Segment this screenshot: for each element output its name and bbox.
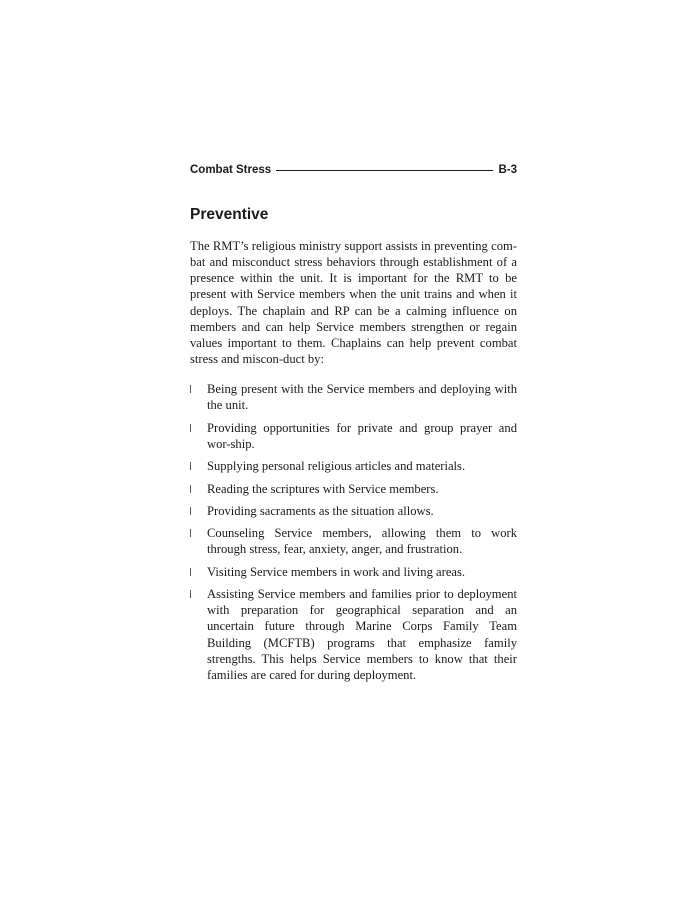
list-item-text: Reading the scriptures with Service members. [207,481,439,496]
list-item [190,525,517,557]
bullet-icon [190,462,191,470]
intro-paragraph: The RMT’s religious ministry support assists in preventing com-bat and misconduct stress behaviors through establishment of a presence within the unit. It is important for the RMT to be present with Service members when the unit trains and when it deploys. The chaplain and RP can be a calming influence on members and can help Service members strengthen or regain values important to them. Chaplains can help prevent combat stress and miscon-duct by: [190,239,517,367]
bullet-icon [190,507,191,515]
bullet-icon [190,385,191,393]
running-header [190,163,517,177]
list-item-text: Supplying personal religious articles and materials. [207,459,466,474]
list-item-text: Providing opportunities for private and group prayer and wor-ship. [207,420,517,451]
list-item [190,503,517,519]
bullet-icon [190,529,191,537]
list-item-text: Assisting Service members and families prior to deployment with preparation for geographical separation and an uncertain future through Marine Corps Family Team Building (MCFTB) programs that emphasize family strengths. This helps Service members to know that their families are cared for during deployment. [207,587,517,682]
list-item-text: Being present with the Service members and deploying with the unit. [207,382,517,413]
list-item-text: Providing sacraments as the situation allows. [207,503,434,518]
list-item [190,564,517,580]
body-text [190,238,517,689]
bullet-list [190,381,517,683]
bullet-icon [190,568,191,576]
section-title: Preventive [190,206,269,223]
list-item [190,586,517,683]
bullet-icon [190,485,191,493]
list-item [190,458,517,474]
list-item-text: Visiting Service members in work and living areas. [207,564,466,579]
list-item [190,381,517,413]
bullet-icon [190,590,191,598]
header-rule [276,170,493,171]
bullet-icon [190,424,191,432]
page-number: B-3 [498,164,517,176]
list-item [190,481,517,497]
list-item-text: Counseling Service members, allowing them to work through stress, fear, anxiety, anger, and frustration. [207,526,517,557]
list-item [190,420,517,452]
running-header-title: Combat Stress [190,164,272,176]
